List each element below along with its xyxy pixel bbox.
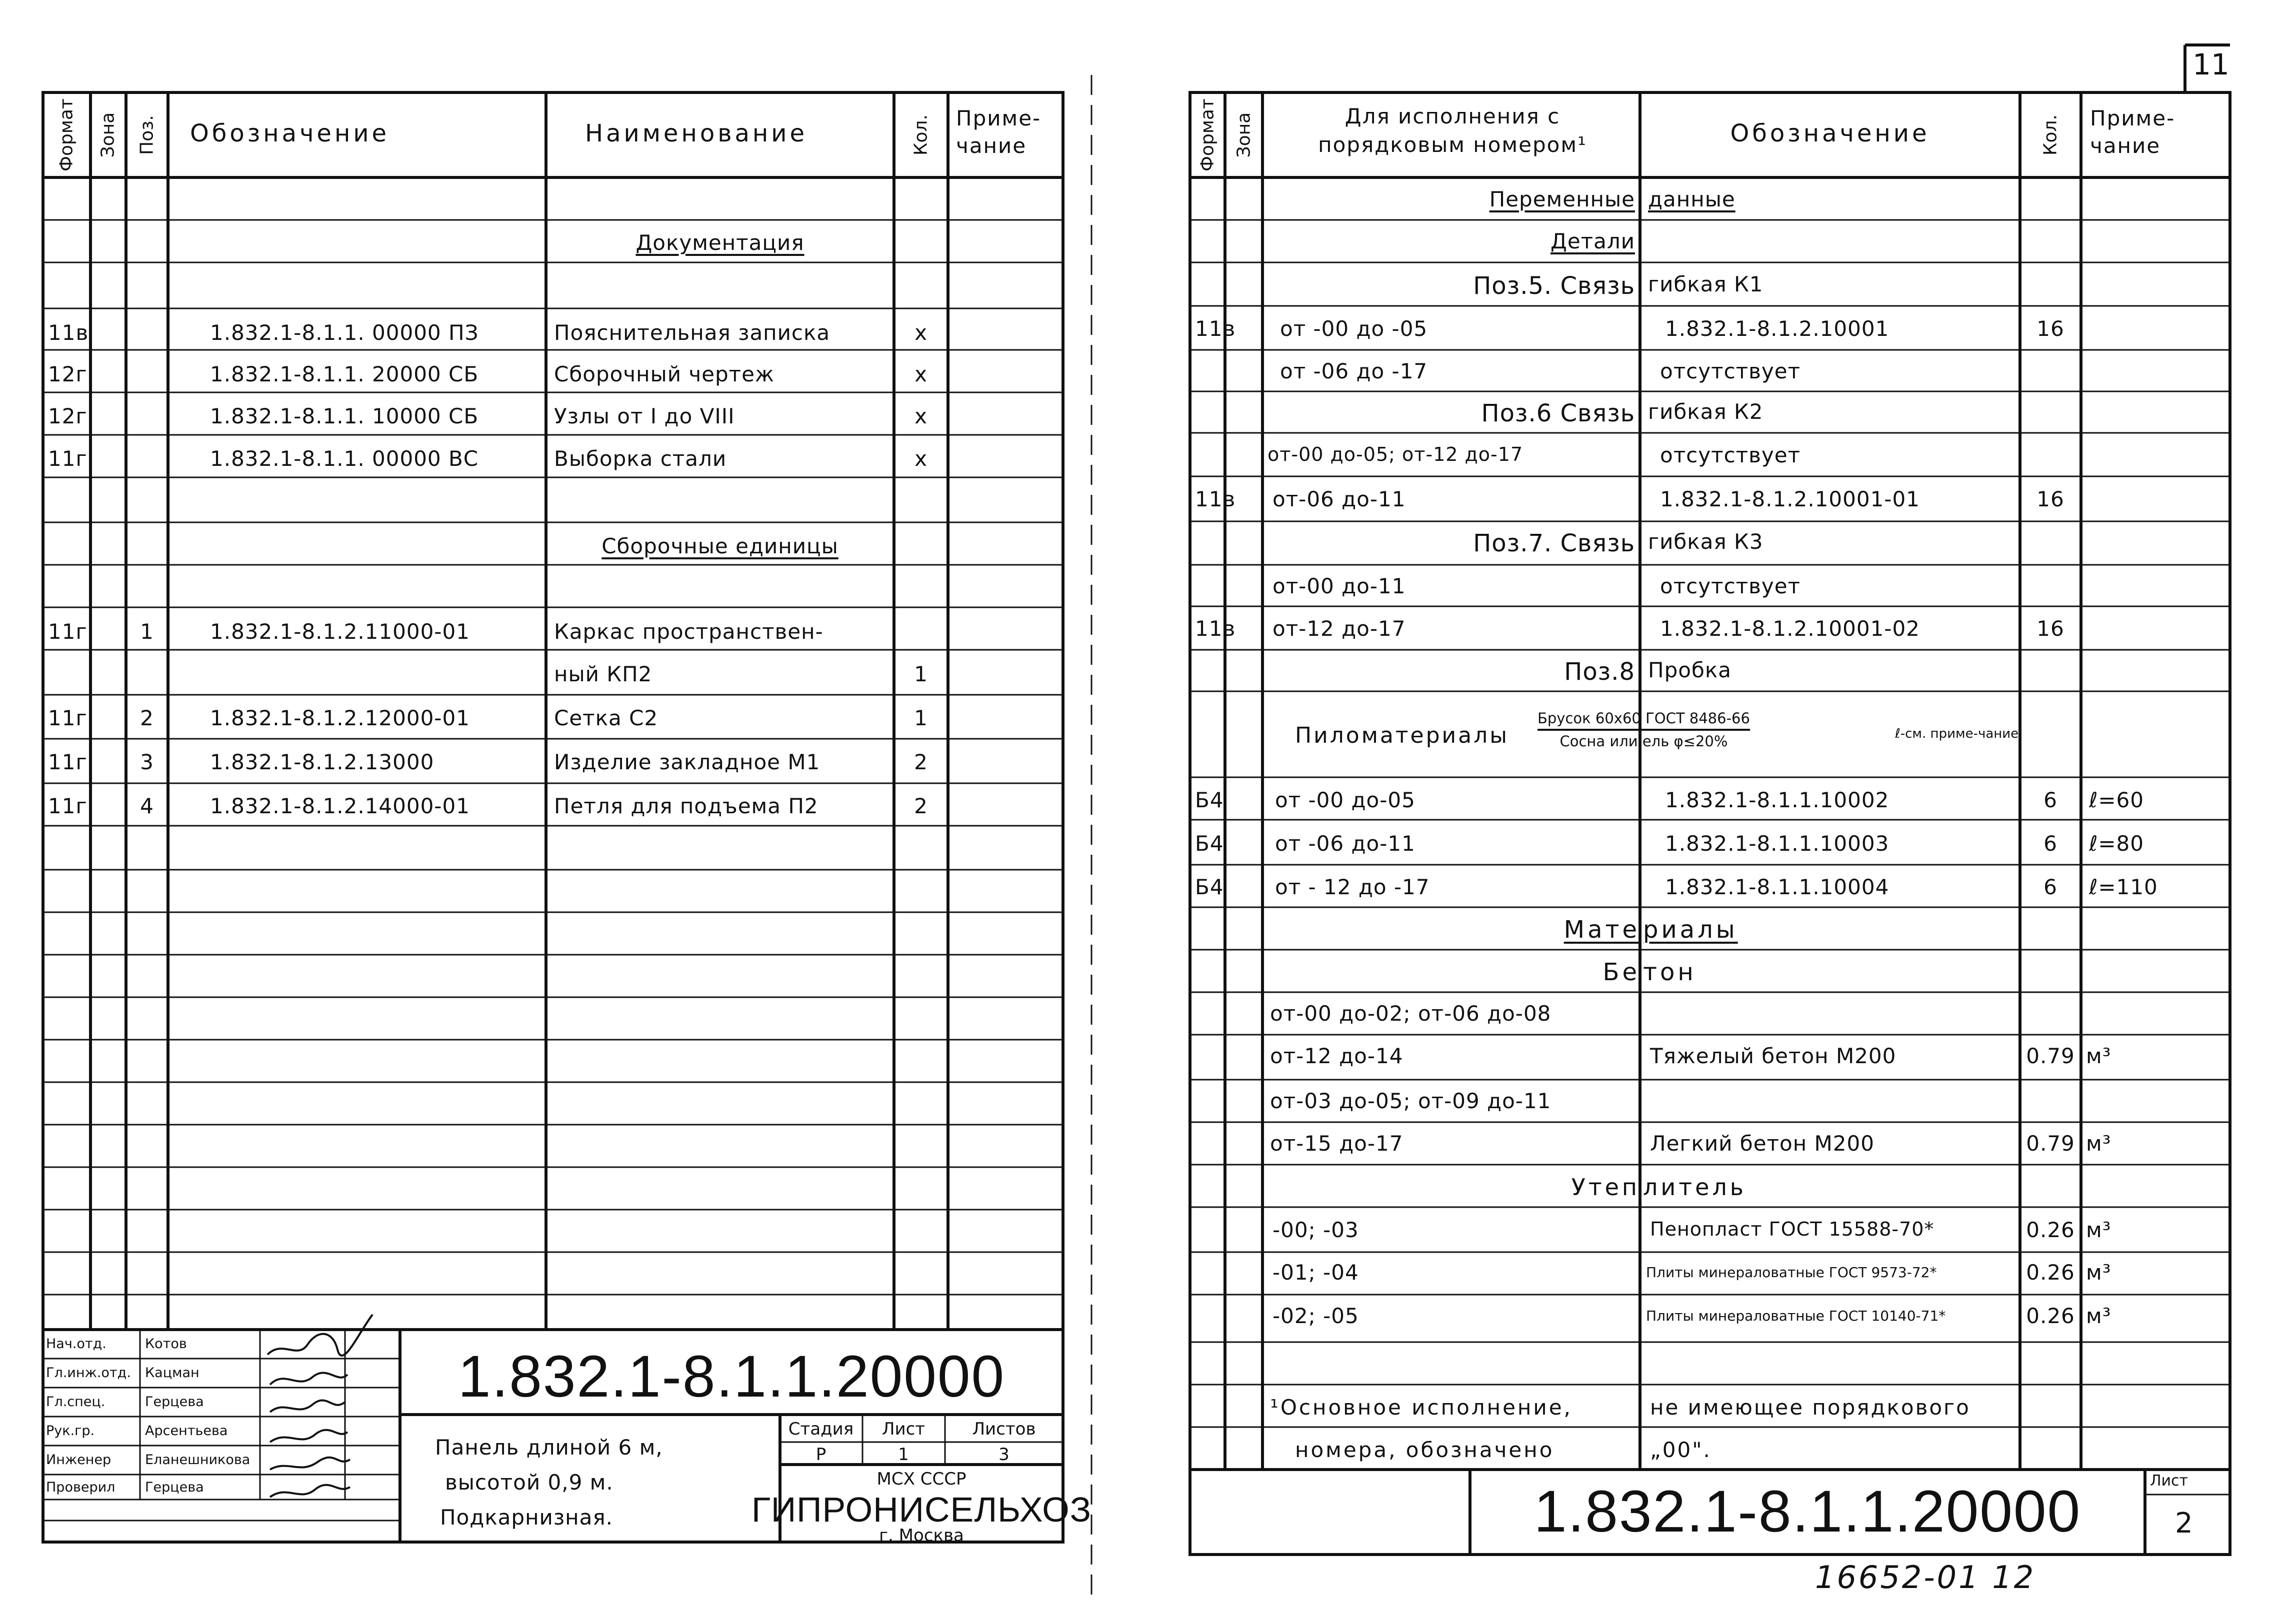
col-header-note: Приме-чание	[2090, 106, 2176, 158]
unit-row-pos: 2	[140, 706, 154, 730]
pos6-label: Поз.6 Связь	[1481, 399, 1635, 427]
unit-row-pos: 4	[140, 794, 154, 818]
left-title-line: высотой 0,9 м.	[445, 1470, 614, 1495]
row-execution: от-03 до-05; от-09 до-11	[1270, 1089, 1552, 1113]
top-sheet-number: 11	[2192, 47, 2230, 81]
row-execution: -02; -05	[1272, 1304, 1359, 1328]
pos8-label: Поз.8	[1564, 658, 1635, 686]
row-execution: от -00 до -05	[1280, 316, 1428, 341]
doc-row-name: Выборка стали	[554, 446, 727, 471]
section-materials-a: Мате	[1564, 916, 1640, 944]
col-header-format: Формат	[1197, 98, 1218, 172]
row-execution: от -06 до-11	[1275, 831, 1416, 856]
row-designation: Легкий бетон М200	[1650, 1131, 1874, 1156]
section-variable-data-a: Переменные	[1489, 187, 1635, 211]
col-header-designation: Обозначение	[1730, 119, 1930, 147]
lumber-length-note: ℓ-см. приме-чание	[1895, 726, 2019, 741]
row-note: ℓ=80	[2089, 831, 2144, 856]
col-header-qty: Кол.	[2040, 114, 2061, 156]
unit-row-format: 11г	[48, 619, 88, 644]
right-drawing-code: 1.832.1-8.1.1.20000	[1534, 1479, 2082, 1545]
left-title-line: Подкарнизная.	[440, 1505, 613, 1530]
row-designation: Тяжелый бетон М200	[1650, 1044, 1896, 1068]
col-header-note: Приме-чание	[956, 106, 1042, 158]
stamp-role: Гл.спец.	[46, 1394, 106, 1410]
pos5-label: Поз.5. Связь	[1473, 272, 1635, 300]
row-note: м³	[2086, 1044, 2112, 1068]
row-format: 11в	[1195, 616, 1236, 641]
unit-row-format: 11г	[48, 706, 88, 730]
doc-row-format: 12г	[48, 404, 88, 428]
ministry-label: МСХ СССР	[876, 1469, 966, 1489]
unit-row-qty: 1	[914, 706, 928, 730]
unit-row-qty: 1	[914, 662, 928, 686]
unit-row-format: 11г	[48, 750, 88, 774]
unit-row-pos: 1	[140, 619, 154, 644]
row-execution: от-00 до-05; от-12 до-17	[1268, 443, 1524, 465]
row-designation: 1.832.1-8.1.2.10001	[1665, 316, 1890, 341]
row-execution: -00; -03	[1272, 1218, 1359, 1242]
doc-row-designation: 1.832.1-8.1.1. 00000 ПЗ	[210, 320, 479, 345]
stamp-role: Гл.инж.отд.	[46, 1365, 131, 1381]
doc-row-name: Пояснительная записка	[554, 320, 830, 345]
doc-row-designation: 1.832.1-8.1.1. 10000 СБ	[210, 404, 479, 428]
row-format: Б4	[1195, 875, 1224, 899]
doc-row-format: 11в	[48, 320, 89, 345]
row-execution: от -00 до-05	[1275, 788, 1416, 812]
unit-row-name: Каркас пространствен-	[554, 619, 824, 644]
unit-row-format: 11г	[48, 794, 88, 818]
section-insulation-a: Утеп	[1571, 1174, 1640, 1201]
sheets-label: Листов	[972, 1419, 1036, 1439]
lumber-spec-numerator: Брусок 60х60 ГОСТ 8486-66	[1538, 710, 1750, 731]
row-note: ℓ=110	[2089, 875, 2158, 899]
organization-name: ГИПРОНИСЕЛЬХОЗ	[751, 1490, 1092, 1529]
col-header-designation: Обозначение	[190, 119, 390, 147]
row-qty: 16	[2036, 316, 2064, 341]
row-qty: 0.26	[2026, 1260, 2075, 1285]
doc-row-designation: 1.832.1-8.1.1. 00000 ВС	[210, 446, 479, 471]
section-concrete-a: Бе	[1602, 958, 1640, 986]
sheets-value: 3	[998, 1445, 1010, 1465]
row-designation: 1.832.1-8.1.1.10002	[1665, 788, 1890, 812]
section-documentation: Документация	[636, 230, 804, 255]
unit-row-name: ный КП2	[554, 662, 652, 686]
doc-row-qty: х	[914, 446, 928, 471]
unit-row-name: Изделие закладное М1	[554, 750, 820, 774]
unit-row-qty: 2	[914, 750, 928, 774]
unit-row-designation: 1.832.1-8.1.2.14000-01	[210, 794, 470, 818]
city-label: г. Москва	[879, 1526, 964, 1546]
section-details: Детали	[1550, 229, 1635, 253]
row-designation: Пенопласт ГОСТ 15588-70*	[1650, 1218, 1934, 1240]
unit-row-name: Петля для подъема П2	[554, 794, 818, 818]
row-note: м³	[2086, 1260, 2112, 1285]
col-header-pos: Поз.	[136, 115, 158, 155]
doc-row-designation: 1.832.1-8.1.1. 20000 СБ	[210, 362, 479, 386]
archive-stamp: 16652-01 12	[1815, 1559, 2036, 1596]
row-qty: 0.79	[2026, 1131, 2075, 1156]
stamp-person: Герцева	[145, 1480, 204, 1495]
col-header-name: Наименование	[585, 119, 808, 147]
section-assembly-units: Сборочные единицы	[602, 534, 838, 558]
left-drawing-code: 1.832.1-8.1.1.20000	[458, 1344, 1006, 1410]
row-qty: 0.79	[2026, 1044, 2075, 1068]
doc-row-format: 11г	[48, 446, 88, 471]
unit-row-designation: 1.832.1-8.1.2.11000-01	[210, 619, 470, 644]
section-materials-b: риалы	[1643, 916, 1738, 944]
right-sheet-value: 2	[2175, 1507, 2193, 1540]
row-qty: 16	[2036, 487, 2064, 511]
row-execution: от-12 до-14	[1270, 1044, 1404, 1068]
doc-row-qty: х	[914, 404, 928, 428]
stamp-role: Рук.гр.	[46, 1423, 95, 1439]
doc-row-format: 12г	[48, 362, 88, 386]
stage-label: Стадия	[788, 1419, 854, 1439]
row-designation: Плиты минераловатные ГОСТ 9573-72*	[1646, 1264, 1937, 1281]
row-designation: отсутствует	[1660, 443, 1801, 467]
row-designation: 1.832.1-8.1.2.10001-02	[1660, 616, 1920, 641]
stamp-person: Арсентьева	[145, 1423, 228, 1439]
row-execution: от - 12 до -17	[1275, 875, 1430, 899]
lumber-spec-denominator: Сосна или ель φ≤20%	[1560, 733, 1728, 750]
stamp-person: Котов	[145, 1336, 187, 1352]
stamp-role: Проверил	[46, 1480, 116, 1495]
stamp-person: Еланешникова	[145, 1452, 250, 1468]
row-qty: 0.26	[2026, 1304, 2075, 1328]
col-header-format: Формат	[56, 98, 77, 172]
row-execution: от-00 до-02; от-06 до-08	[1270, 1001, 1552, 1026]
right-sheet-label: Лист	[2150, 1472, 2188, 1490]
stage-value: Р	[816, 1445, 826, 1465]
footnote-line-2a: номера, обозначено	[1295, 1438, 1554, 1462]
row-execution: от-12 до-17	[1272, 616, 1406, 641]
doc-row-qty: х	[914, 320, 928, 345]
row-format: Б4	[1195, 788, 1224, 812]
row-designation: отсутствует	[1660, 359, 1801, 383]
lumber-label: Пиломатериалы	[1295, 723, 1509, 748]
sheet-value: 1	[898, 1445, 909, 1465]
left-title-line: Панель длиной 6 м,	[435, 1435, 663, 1460]
doc-row-qty: х	[914, 362, 928, 386]
unit-row-pos: 3	[140, 750, 154, 774]
stamp-person: Кацман	[145, 1365, 200, 1381]
col-header-execution: Для исполнения с порядковым номером¹	[1318, 104, 1587, 157]
row-execution: от -06 до -17	[1280, 359, 1428, 383]
doc-row-name: Сборочный чертеж	[554, 362, 774, 386]
stamp-role: Инженер	[46, 1452, 112, 1468]
unit-row-designation: 1.832.1-8.1.2.13000	[210, 750, 434, 774]
unit-row-name: Сетка С2	[554, 706, 658, 730]
row-execution: от-00 до-11	[1272, 574, 1406, 598]
pos7-label: Поз.7. Связь	[1473, 529, 1635, 557]
row-qty: 6	[2044, 831, 2058, 856]
footnote-line-1a: ¹Основное исполнение,	[1270, 1395, 1572, 1420]
row-note: м³	[2086, 1218, 2112, 1242]
row-format: 11в	[1195, 316, 1236, 341]
stamp-role: Нач.отд.	[46, 1336, 106, 1352]
row-qty: 6	[2044, 788, 2058, 812]
row-designation: Плиты минераловатные ГОСТ 10140-71*	[1646, 1308, 1946, 1324]
col-header-zone: Зона	[98, 112, 118, 158]
lumber-spec-fraction	[1538, 710, 1750, 750]
col-header-zone: Зона	[1234, 112, 1254, 158]
row-qty: 6	[2044, 875, 2058, 899]
row-execution: -01; -04	[1272, 1260, 1359, 1285]
row-note: м³	[2086, 1131, 2112, 1156]
row-execution: от-15 до-17	[1270, 1131, 1404, 1156]
pos5-name: гибкая К1	[1648, 272, 1764, 296]
row-qty: 0.26	[2026, 1218, 2075, 1242]
pos6-name: гибкая К2	[1648, 399, 1764, 424]
row-designation: 1.832.1-8.1.2.10001-01	[1660, 487, 1920, 511]
section-insulation-b: литель	[1643, 1174, 1746, 1201]
unit-row-designation: 1.832.1-8.1.2.12000-01	[210, 706, 470, 730]
row-note: ℓ=60	[2089, 788, 2144, 812]
row-note: м³	[2086, 1304, 2112, 1328]
sheet-label: Лист	[882, 1419, 926, 1439]
footnote-line-2b: „00".	[1650, 1438, 1712, 1462]
doc-row-name: Узлы от I до VIII	[554, 404, 735, 428]
signature-scribbles	[262, 1310, 382, 1510]
row-designation: 1.832.1-8.1.1.10004	[1665, 875, 1890, 899]
row-qty: 16	[2036, 616, 2064, 641]
stamp-person: Герцева	[145, 1394, 204, 1410]
row-execution: от-06 до-11	[1272, 487, 1406, 511]
pos8-name: Пробка	[1648, 658, 1732, 682]
section-variable-data-b: данные	[1648, 187, 1736, 211]
row-format: 11в	[1195, 487, 1236, 511]
row-designation: отсутствует	[1660, 574, 1801, 598]
unit-row-qty: 2	[914, 794, 928, 818]
footnote-line-1b: не имеющее порядкового	[1650, 1395, 1970, 1420]
row-format: Б4	[1195, 831, 1224, 856]
pos7-name: гибкая К3	[1648, 529, 1764, 554]
row-designation: 1.832.1-8.1.1.10003	[1665, 831, 1890, 856]
col-header-qty: Кол.	[910, 114, 932, 156]
section-concrete-b: тон	[1643, 958, 1696, 986]
